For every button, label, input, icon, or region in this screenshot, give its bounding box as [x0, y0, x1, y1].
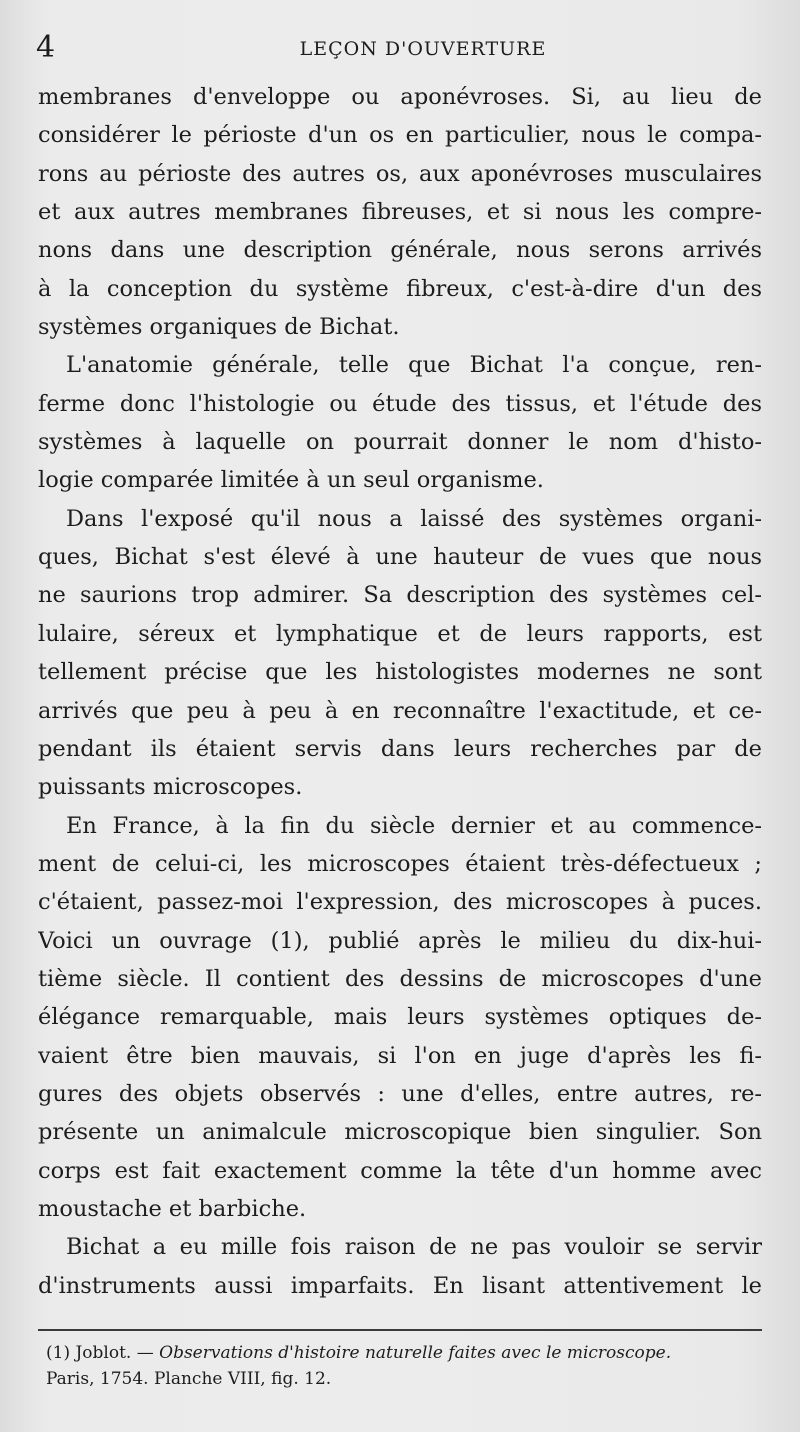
text-line: En France, à la fin du siècle dernier et au commence- — [66, 812, 762, 839]
footnote-title: Observations d'histoire naturelle faites avec le microscope. — [159, 1343, 672, 1363]
footnote — [46, 1340, 762, 1392]
text-line: arrivés que peu à peu à en reconnaître l'exactitude, et ce- — [38, 697, 762, 724]
text-line: pendant ils étaient servis dans leurs recherches par de — [38, 735, 762, 762]
text-line: c'étaient, passez-moi l'expression, des microscopes à puces. — [38, 889, 762, 916]
text-line: membranes d'enveloppe ou aponévroses. Si, au lieu de — [38, 84, 762, 110]
text-line: rons au périoste des autres os, aux aponévroses musculaires — [38, 160, 762, 187]
text-line: tellement précise que les histologistes modernes ne sont — [38, 659, 762, 686]
text-line: moustache et barbiche. — [38, 1195, 307, 1222]
text-line: et aux autres membranes fibreuses, et si nous les compre- — [38, 199, 762, 226]
text-line: gures des objets observés : une d'elles, entre autres, re- — [38, 1080, 762, 1107]
text-line: ques, Bichat s'est élevé à une hauteur de vues que nous — [38, 544, 762, 571]
text-line: Voici un ouvrage (1), publié après le milieu du dix-hui- — [38, 927, 762, 954]
text-line: systèmes à laquelle on pourrait donner le nom d'histo- — [38, 429, 762, 456]
text-line: vaient être bien mauvais, si l'on en juge d'après les fi- — [38, 1042, 762, 1069]
text-line: présente un animalcule microscopique bien singulier. Son — [38, 1119, 762, 1146]
text-line: L'anatomie générale, telle que Bichat l'a conçue, ren- — [66, 352, 762, 379]
text-line: ne saurions trop admirer. Sa description des systèmes cel- — [38, 582, 762, 609]
page-number: 4 — [36, 30, 56, 65]
footnote-marker: (1) Joblot. — — [46, 1343, 154, 1363]
text-line: élégance remarquable, mais leurs systèmes optiques de- — [38, 1004, 762, 1031]
body-text — [38, 78, 762, 1305]
text-line: considérer le périoste d'un os en particulier, nous le compa- — [38, 122, 762, 149]
text-line: corps est fait exactement comme la tête d'un homme avec — [38, 1157, 762, 1184]
footnote-line-1 — [46, 1340, 762, 1366]
text-line: tième siècle. Il contient des dessins de microscopes d'une — [38, 965, 762, 992]
footnote-line-2: Paris, 1754. Planche VIII, fig. 12. — [46, 1369, 332, 1389]
page-header — [36, 30, 760, 66]
text-line: ment de celui-ci, les microscopes étaient très-défectueux ; — [38, 850, 762, 877]
text-line: Dans l'exposé qu'il nous a laissé des systèmes organi- — [66, 505, 762, 532]
text-line: logie comparée limitée à un seul organisme. — [38, 467, 544, 494]
footnote-rule — [38, 1329, 762, 1331]
text-line: puissants microscopes. — [38, 774, 303, 801]
text-line: systèmes organiques de Bichat. — [38, 314, 400, 341]
text-line: lulaire, séreux et lymphatique et de leurs rapports, est — [38, 620, 762, 647]
text-line: d'instruments aussi imparfaits. En lisant attentivement le — [38, 1272, 762, 1299]
text-line: à la conception du système fibreux, c'est-à-dire d'un des — [38, 275, 762, 302]
text-line: nons dans une description générale, nous serons arrivés — [38, 237, 762, 264]
text-line: ferme donc l'histologie ou étude des tissus, et l'étude des — [38, 390, 762, 417]
running-title: LEÇON D'OUVERTURE — [299, 38, 547, 60]
text-line: Bichat a eu mille fois raison de ne pas vouloir se servir — [66, 1234, 762, 1261]
